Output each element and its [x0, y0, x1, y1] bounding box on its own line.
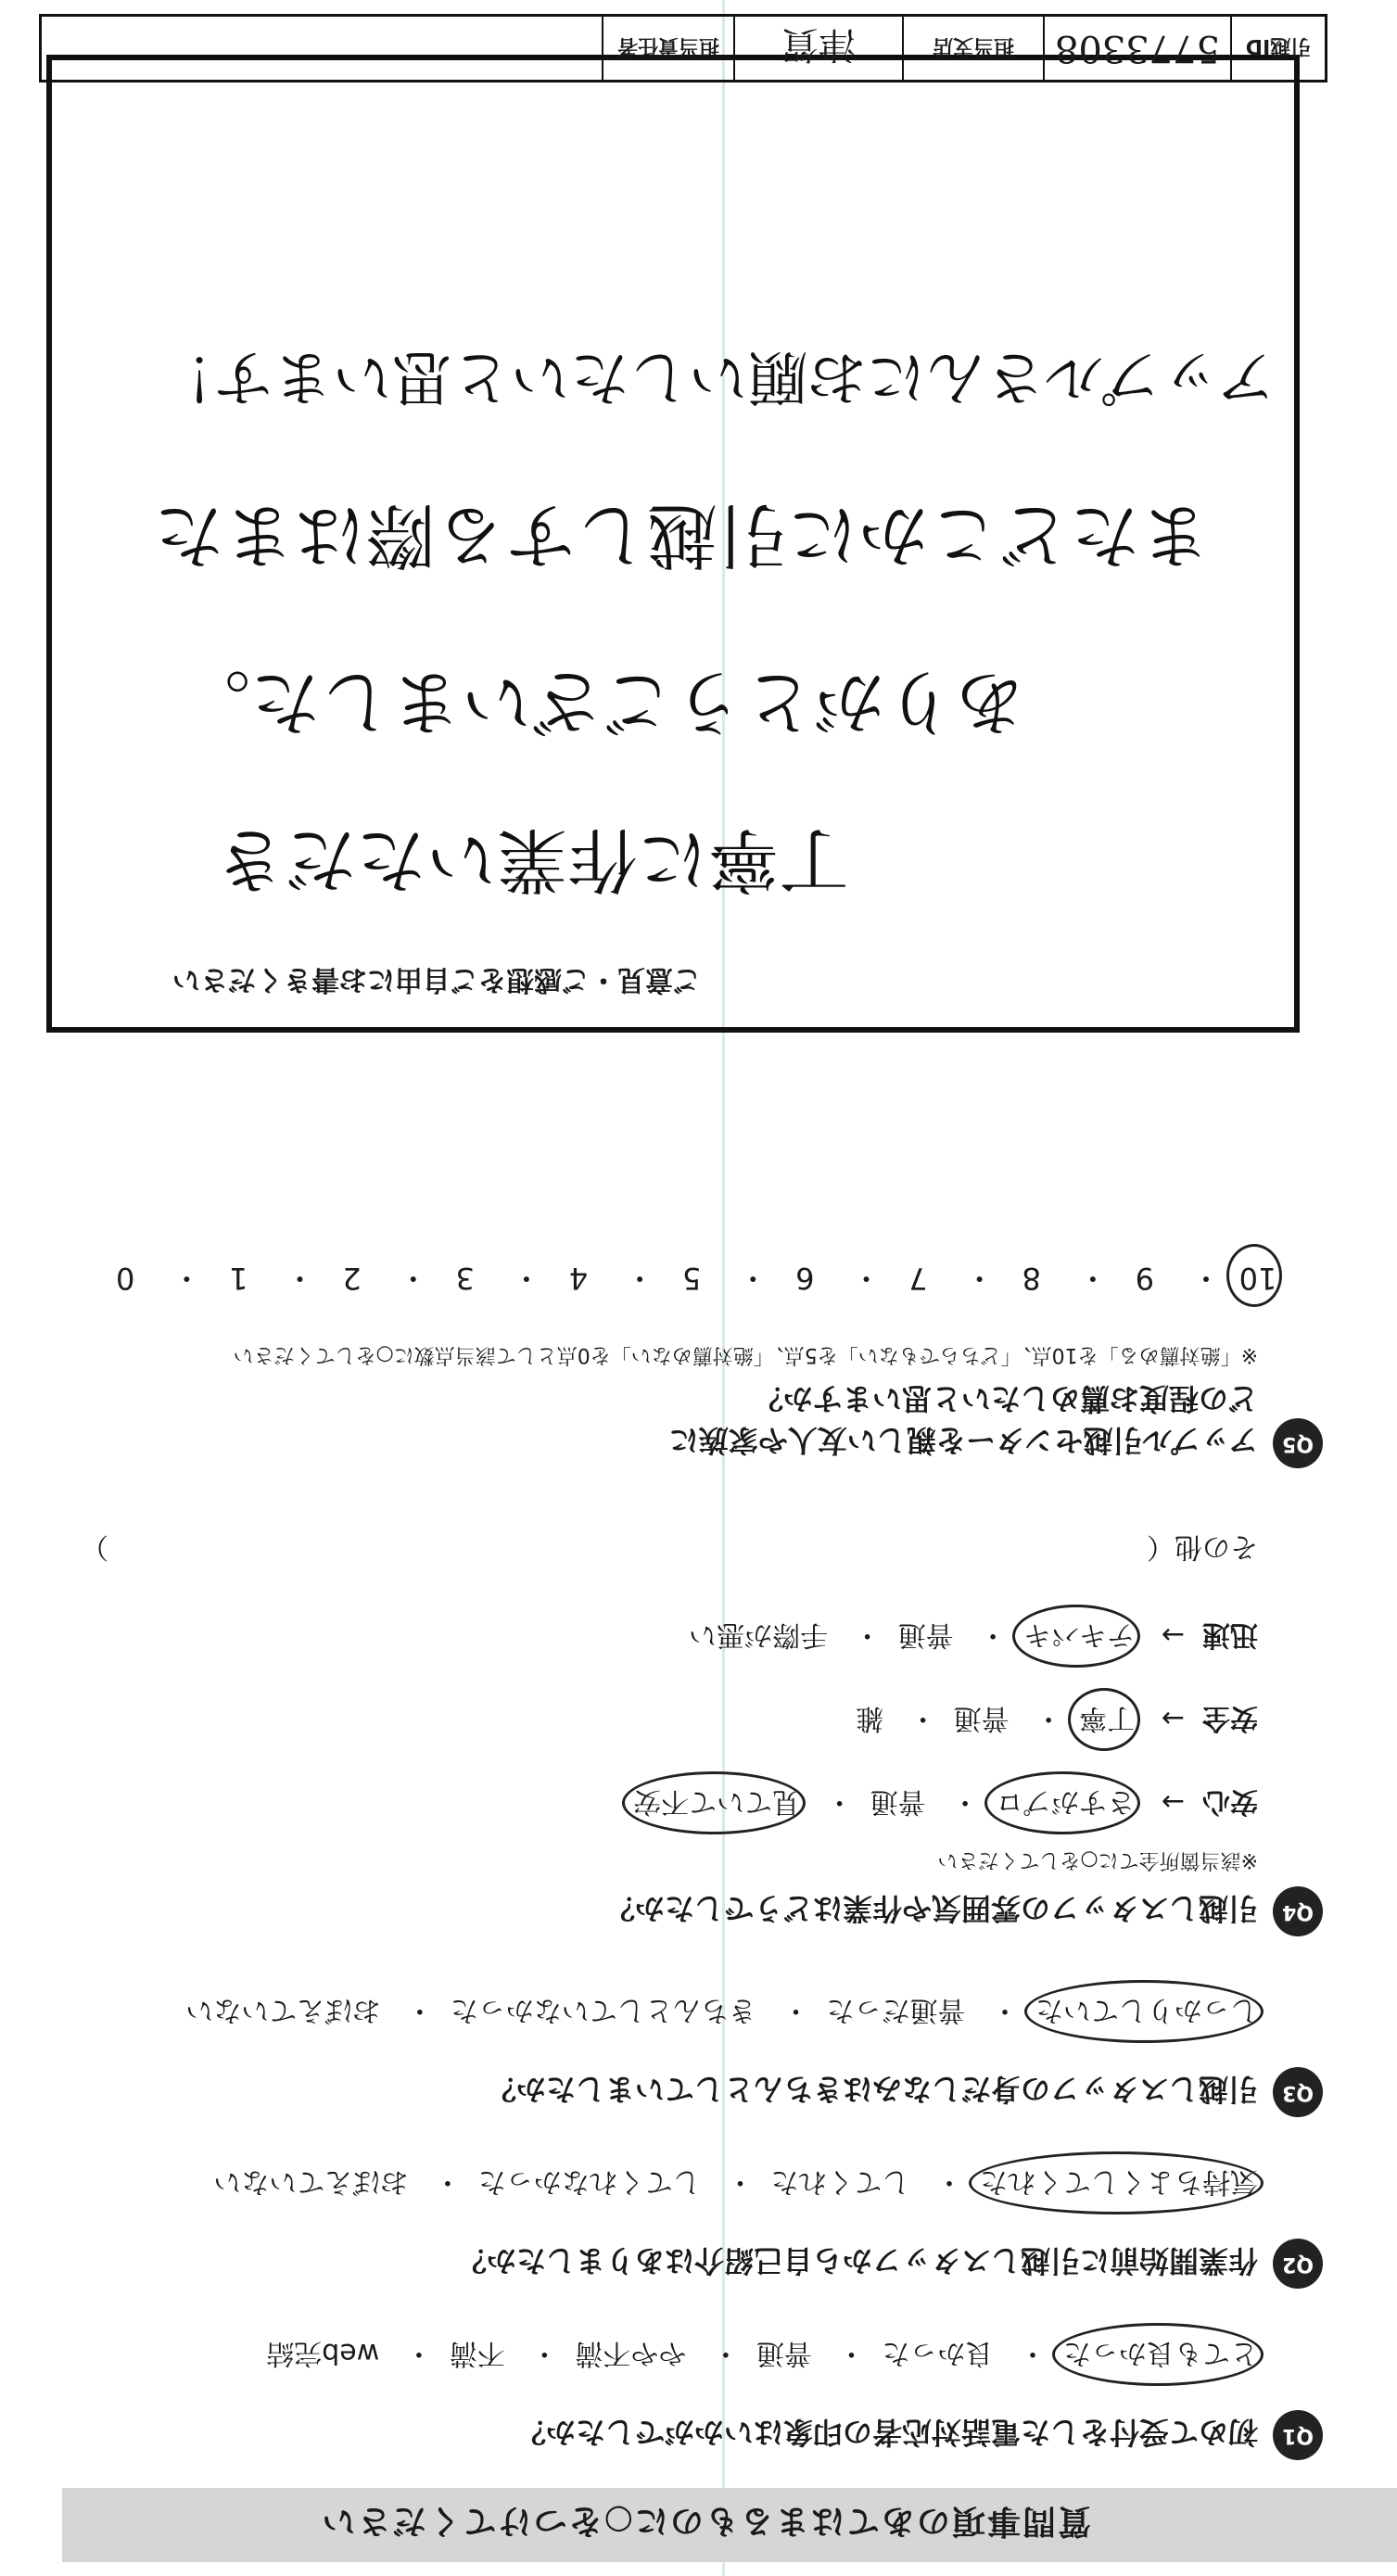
- q2-text: 作業開始前に引越しスタッフから自己紹介はありましたか？: [456, 2243, 1258, 2278]
- q1-option-4[interactable]: やや不満: [575, 2337, 687, 2369]
- scale-5[interactable]: 5: [681, 1261, 702, 1296]
- q3-badge: Q3: [1273, 2067, 1323, 2117]
- instruction-bar: [62, 2488, 1397, 2562]
- q1-option-3[interactable]: 普通: [756, 2337, 812, 2369]
- q5-text: アップル引越センターを親しい友人や家族に: [668, 1423, 1258, 1458]
- footer-stamp: 津賀: [733, 17, 902, 80]
- q5-text-2: どの程度お薦めしたいと思いますか？: [753, 1381, 1258, 1416]
- q4-note: ※該当箇所全てに○をしてください: [937, 1848, 1258, 1872]
- instruction-text: 質問事項のあてはまるものに○をつけてください: [320, 2502, 1091, 2540]
- q2-option-2[interactable]: してくれた: [770, 2165, 910, 2198]
- q5-scale: 10・ 9・ 8・ 7・ 6・ 5・ 4・ 3・ 2・ 1・ 0: [88, 1259, 1295, 1301]
- q4-anzen-option-2[interactable]: 普通: [953, 1702, 1010, 1734]
- q4-text: 引越しスタッフの雰囲気や作業はどうでしたか？: [604, 1891, 1258, 1926]
- q4-anshin-option-2[interactable]: 普通: [870, 1785, 926, 1818]
- scale-10[interactable]: 10: [1221, 1261, 1295, 1296]
- q4-row-jinsoku: 迅速 → テキパキ・ 普通・ 手際が悪い: [672, 1618, 1258, 1658]
- q4-jinsoku-option-2[interactable]: 普通: [897, 1618, 954, 1651]
- q4-anshin-option-1[interactable]: さすがプロ: [996, 1784, 1135, 1825]
- comment-box[interactable]: [46, 55, 1300, 1033]
- scale-7[interactable]: 7: [908, 1261, 928, 1296]
- q4-other: [81, 1529, 1258, 1570]
- scale-3[interactable]: 3: [455, 1261, 475, 1296]
- scale-8[interactable]: 8: [1022, 1261, 1041, 1296]
- q1-option-6[interactable]: web完結: [266, 2337, 380, 2369]
- q3-options: しっかりしていた・ 普通だった・ きちんとしていなかった・ おぼえていない: [169, 1993, 1258, 2034]
- q4-anzen-option-3[interactable]: 雑: [856, 1702, 884, 1734]
- footer-branch-label: 担当支店: [902, 17, 1043, 80]
- scale-4[interactable]: 4: [568, 1261, 589, 1296]
- q1-option-2[interactable]: 良かった: [882, 2337, 994, 2369]
- q4-anshin-option-3[interactable]: 見ていて不安: [633, 1784, 800, 1825]
- q3-option-1[interactable]: しっかりしていた: [1035, 1993, 1258, 2034]
- footer-id-value: 5773308: [1043, 17, 1230, 80]
- q2-badge: Q2: [1273, 2239, 1323, 2289]
- q1-text: 初めて受付をした電話対応者の印象はいかがでしたか？: [515, 2415, 1258, 2450]
- q5-note: ※「絶対薦める」を10点、「どちらでもない」を5点、「絶対薦めない」を0点として該当点数に○をしてください: [233, 1343, 1258, 1366]
- footer-table: [39, 14, 1327, 82]
- scale-1[interactable]: 1: [229, 1261, 248, 1296]
- comment-title: ご意見・ご感想をご自由にお書きください: [172, 963, 701, 996]
- scale-0[interactable]: 0: [115, 1261, 135, 1296]
- comment-line-4: アップルさんにお願いしたいと思います！: [155, 342, 1276, 411]
- q1-option-1[interactable]: とても良かった: [1063, 2336, 1258, 2377]
- q1-badge: Q1: [1273, 2410, 1323, 2460]
- q3-option-4[interactable]: おぼえていない: [185, 1994, 381, 2026]
- footer-manager-label: 担当責任者: [602, 17, 733, 80]
- q4-row-anshin: 安心 → さすがプロ・ 普通・ 見ていて不安: [616, 1784, 1258, 1825]
- q4-jinsoku-option-1[interactable]: テキパキ: [1023, 1618, 1135, 1658]
- q4-row-label: 迅速: [1202, 1618, 1258, 1651]
- comment-line-2: ありがとうございました。: [180, 661, 1025, 743]
- q4-row-label: 安全: [1202, 1702, 1258, 1734]
- q2-options: 気持ちよくしてくれた・ してくれた・ してくれなかった・ おぼえていない: [197, 2164, 1258, 2205]
- q3-text: 引越しスタッフの身だしなみはきちんとしていましたか？: [486, 2072, 1258, 2107]
- q4-other-label: その他（: [1147, 1530, 1258, 1563]
- q2-option-4[interactable]: おぼえていない: [213, 2165, 409, 2198]
- q4-badge: Q4: [1273, 1886, 1323, 1936]
- q3-option-2[interactable]: 普通だった: [826, 1994, 966, 2026]
- comment-line-1: 丁寧に作業いただき: [215, 818, 849, 901]
- q1-option-5[interactable]: 不満: [449, 2337, 505, 2369]
- footer-manager-value: [42, 17, 602, 80]
- scale-6[interactable]: 6: [795, 1261, 815, 1296]
- scale-2[interactable]: 2: [342, 1261, 362, 1296]
- q4-anzen-option-1[interactable]: 丁寧: [1079, 1701, 1135, 1742]
- scale-9[interactable]: 9: [1135, 1261, 1154, 1296]
- q4-row-anzen: 安全 → 丁寧・ 普通・ 雑: [839, 1701, 1258, 1742]
- q4-other-close: ）: [81, 1530, 108, 1563]
- q5-badge: Q5: [1273, 1418, 1323, 1468]
- footer-id-label: 引越ID: [1230, 17, 1325, 80]
- q2-option-1[interactable]: 気持ちよくしてくれた: [980, 2164, 1258, 2205]
- q3-option-3[interactable]: きちんとしていなかった: [450, 1994, 756, 2026]
- q4-jinsoku-option-3[interactable]: 手際が悪い: [689, 1618, 829, 1651]
- comment-line-3: またどこかに引越しする際はまた: [154, 494, 1211, 577]
- q1-options: とても良かった・ 良かった・ 普通・ やや不満・ 不満・ web完結: [249, 2336, 1258, 2377]
- q4-row-label: 安心: [1202, 1785, 1258, 1818]
- q2-option-3[interactable]: してくれなかった: [477, 2165, 701, 2198]
